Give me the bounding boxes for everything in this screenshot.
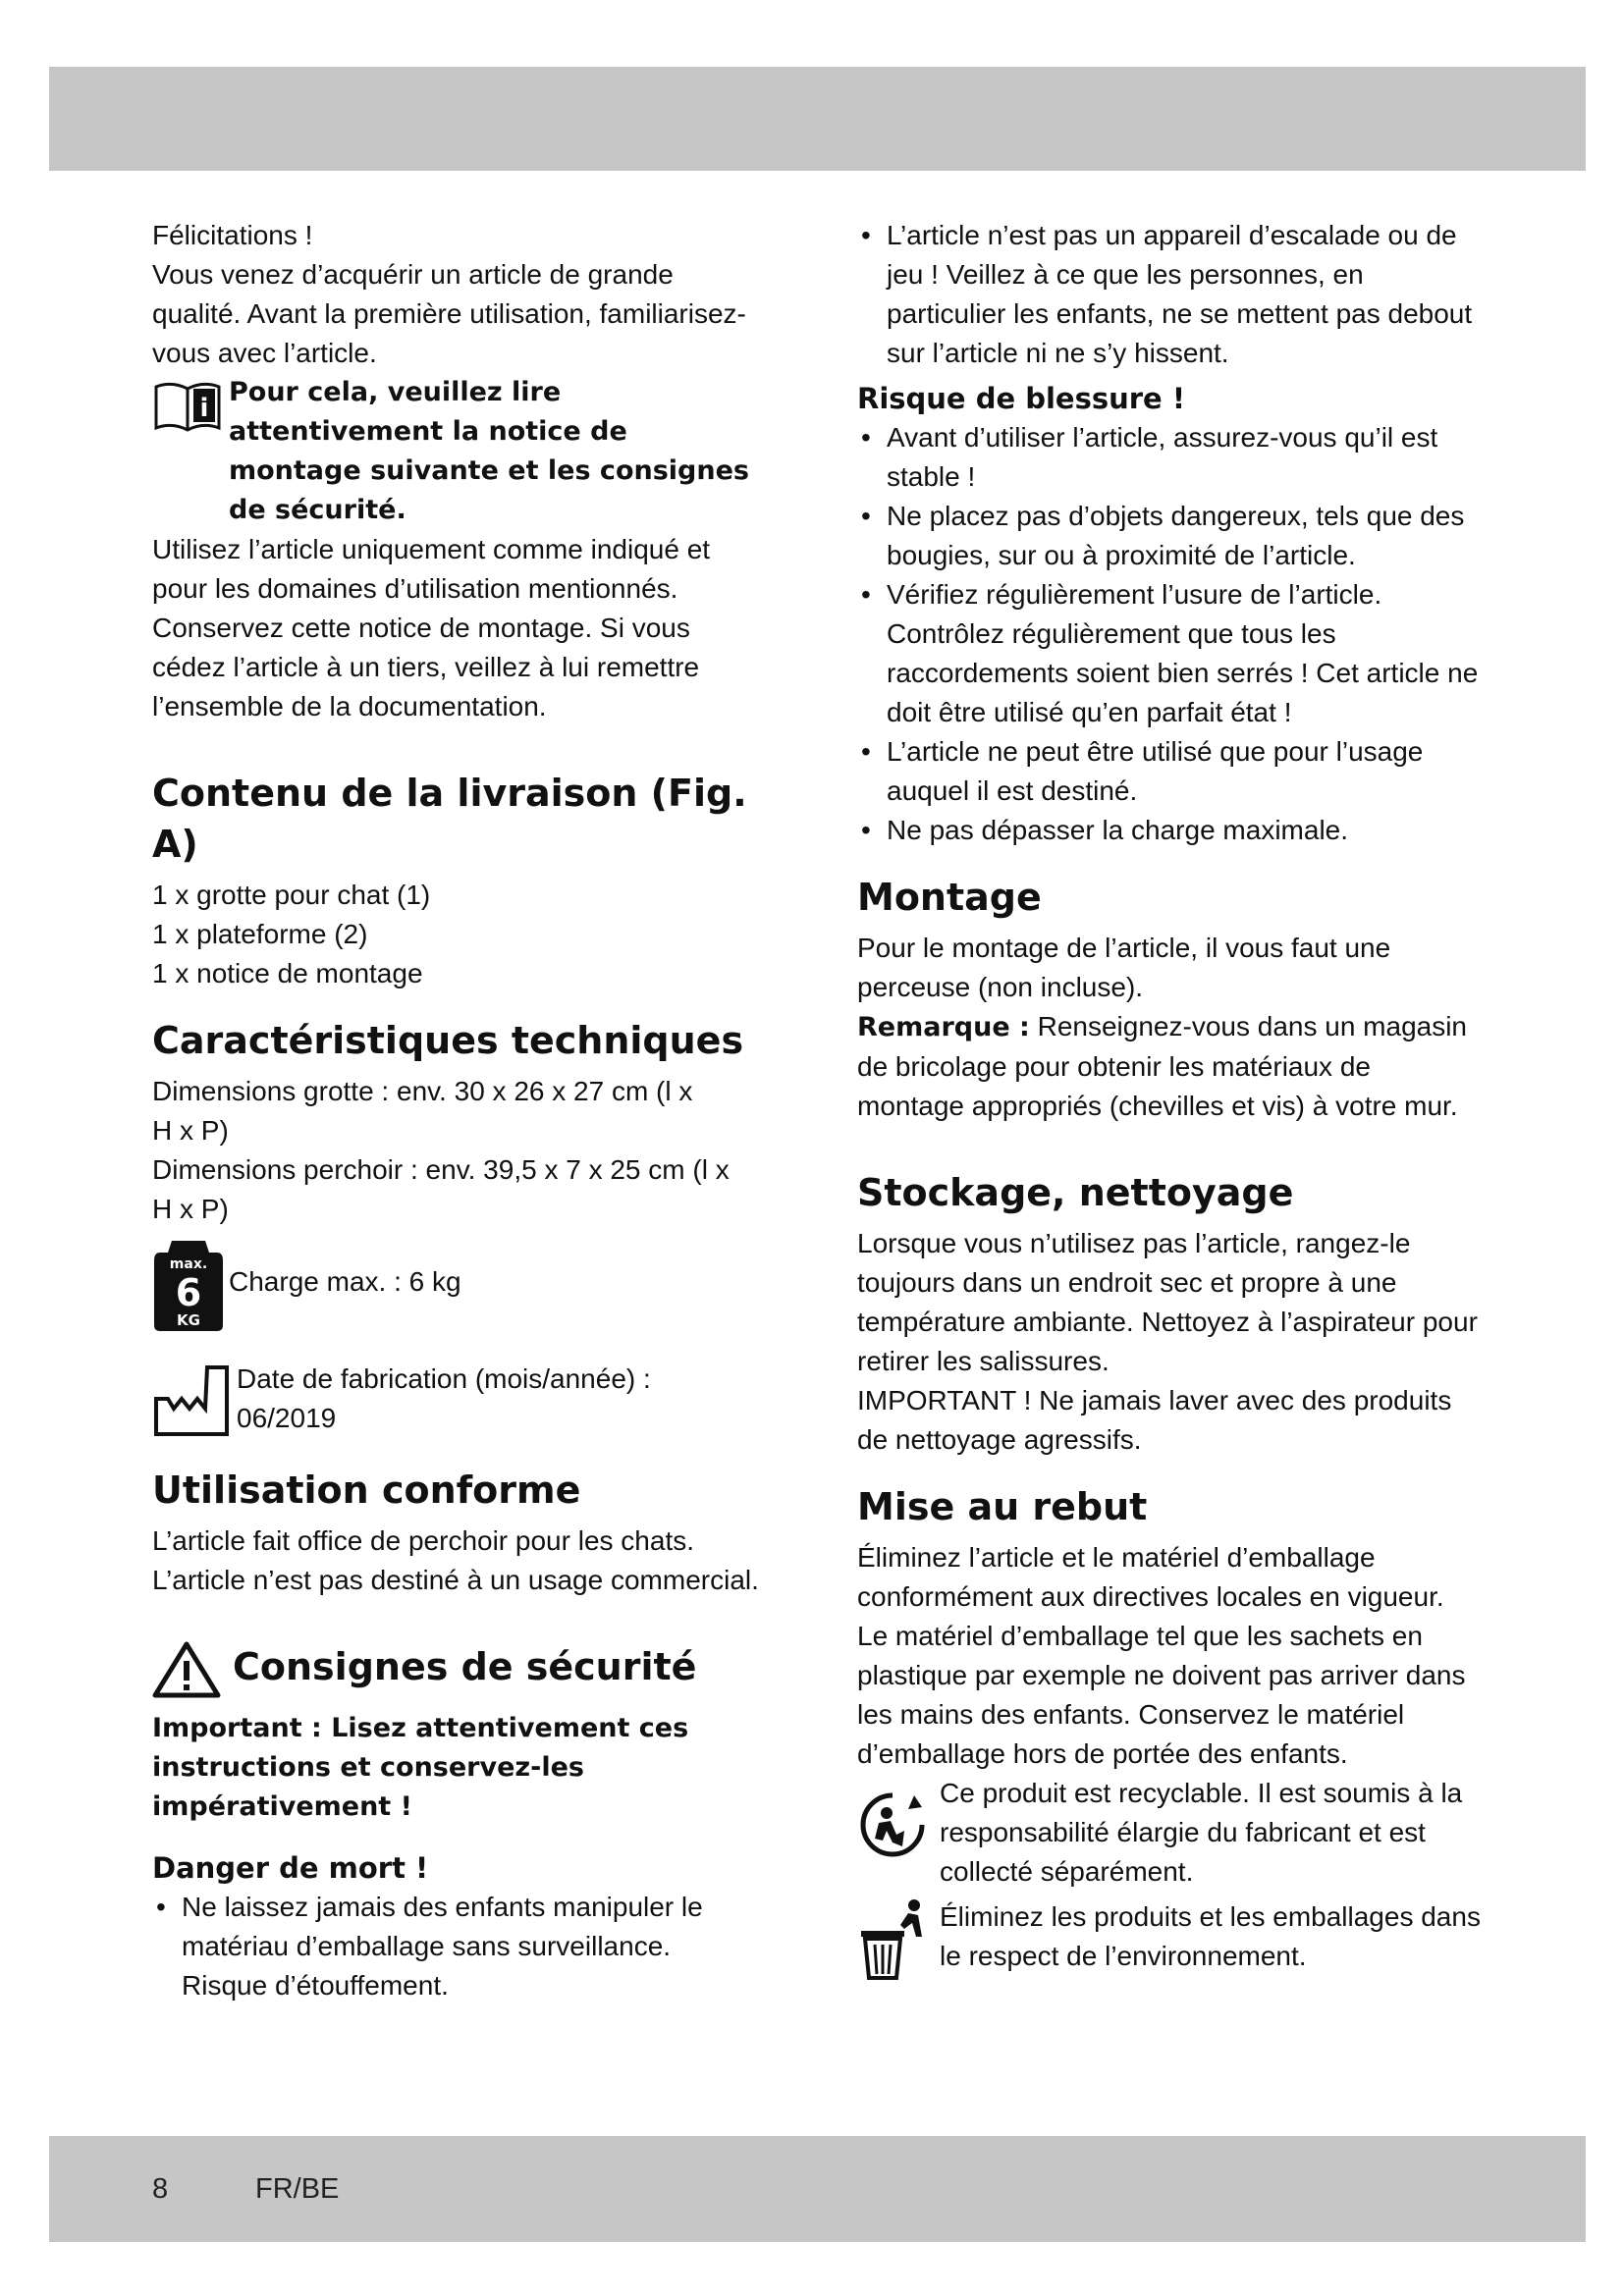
charge-text: Charge max. : 6 kg xyxy=(229,1266,461,1297)
injury-list xyxy=(857,418,1481,850)
svg-text:i: i xyxy=(199,394,209,423)
disposal-title: Mise au rebut xyxy=(857,1485,1148,1528)
greeting: Félicitations ! xyxy=(152,220,313,250)
list-item: • Ne laissez jamais des enfants manipuler le matériau d’emballage sans surveillance. Risque d’étouffement. xyxy=(152,1888,761,2005)
remark-text: Renseignez-vous dans un magasin de bricolage pour obtenir les matériaux de montage appropriés (chevilles et vis) à votre mur. xyxy=(857,1011,1467,1121)
footer-band xyxy=(49,2136,1586,2242)
list-item: • L’article n’est pas un appareil d’escalade ou de jeu ! Veillez à ce que les personnes, en particulier les enfants, ne se mettent pas debout sur l’article ni ne s’y hissent. xyxy=(857,216,1481,373)
intro-text: Vous venez d’acquérir un article de grande qualité. Avant la première utilisation, familiarisez-vous avec l’article. xyxy=(152,259,746,368)
bin-row xyxy=(857,1897,1481,1987)
danger-title: Danger de mort ! xyxy=(152,1851,429,1885)
charge-row xyxy=(152,1235,761,1338)
safety-title-row xyxy=(152,1641,761,1703)
recycle-row xyxy=(857,1774,1481,1892)
montage-remark xyxy=(857,1007,1481,1126)
recycle-icon xyxy=(857,1788,940,1875)
weight-icon-top: max. xyxy=(169,1256,208,1272)
safety-important: Important : Lisez attentivement ces instructions et conservez-les impérativement ! xyxy=(152,1713,689,1822)
usage-text: Utilisez l’article uniquement comme indiqué et pour les domaines d’utilisation mentionnés. Conservez cette notice de montage. Si vous cédez l’article à un tiers, veillez à lui remettre l’ensemble de la documentation. xyxy=(152,534,711,721)
safety-title: Consignes de sécurité xyxy=(233,1645,697,1688)
recycle-text: Ce produit est recyclable. Il est soumis à la responsabilité élargie du fabricant et est collecté séparément. xyxy=(940,1778,1463,1887)
dim-grotte: Dimensions grotte : env. 30 x 26 x 27 cm (l x H x P) xyxy=(152,1076,693,1146)
list-item: • Ne pas dépasser la charge maximale. xyxy=(857,811,1481,850)
header-band xyxy=(49,67,1586,171)
weight-icon-unit: KG xyxy=(177,1311,200,1329)
montage-text: Pour le montage de l’article, il vous faut une perceuse (non incluse). xyxy=(857,933,1391,1002)
date-text: Date de fabrication (mois/année) : 06/2019 xyxy=(237,1363,651,1433)
storage-title: Stockage, nettoyage xyxy=(857,1171,1294,1214)
date-row xyxy=(152,1360,761,1443)
list-item: 1 x grotte pour chat (1) xyxy=(152,880,431,910)
trash-bin-icon xyxy=(857,1897,940,1987)
storage-important: IMPORTANT ! Ne jamais laver avec des produits de nettoyage agressifs. xyxy=(857,1385,1452,1455)
contents-list xyxy=(152,876,761,993)
page-language: FR/BE xyxy=(255,2173,340,2205)
manual-info-icon xyxy=(152,377,229,439)
list-item: 1 x notice de montage xyxy=(152,958,423,988)
list-item: • L’article ne peut être utilisé que pour l’usage auquel il est destiné. xyxy=(857,732,1481,811)
conforme-title: Utilisation conforme xyxy=(152,1468,581,1512)
storage-text: Lorsque vous n’utilisez pas l’article, rangez-le toujours dans un endroit sec et propre à une température ambiante. Nettoyez à l’aspirateur pour retirer les salissures. xyxy=(857,1228,1478,1376)
weight-icon xyxy=(152,1235,229,1338)
page-number: 8 xyxy=(152,2173,169,2205)
injury-title: Risque de blessure ! xyxy=(857,382,1186,415)
weight-icon-value: 6 xyxy=(175,1271,202,1314)
list-item: • Ne placez pas d’objets dangereux, tels que des bougies, sur ou à proximité de l’article. xyxy=(857,497,1481,575)
bin-text: Éliminez les produits et les emballages dans le respect de l’environnement. xyxy=(940,1901,1481,1971)
climb-list xyxy=(857,216,1481,373)
contents-title: Contenu de la livraison (Fig. A) xyxy=(152,772,747,866)
notice-text: Pour cela, veuillez lire attentivement la notice de montage suivante et les consignes de sécurité. xyxy=(229,377,749,525)
list-item: • Vérifiez régulièrement l’usure de l’article. Contrôlez régulièrement que tous les raccordements soient bien serrés ! Cet article ne doit être utilisé qu’en parfait état ! xyxy=(857,575,1481,732)
list-item: 1 x plateforme (2) xyxy=(152,919,368,949)
notice-block xyxy=(152,373,761,530)
left-column xyxy=(152,216,761,2005)
conforme-text: L’article fait office de perchoir pour les chats. L’article n’est pas destiné à un usage commercial. xyxy=(152,1525,759,1595)
warning-icon xyxy=(152,1641,233,1703)
dim-perchoir: Dimensions perchoir : env. 39,5 x 7 x 25 cm (l x H x P) xyxy=(152,1154,730,1224)
right-column xyxy=(857,216,1481,1987)
manufacture-date-icon xyxy=(152,1360,237,1443)
disposal-text: Éliminez l’article et le matériel d’emballage conformément aux directives locales en vigueur. Le matériel d’emballage tel que les sachets en plastique par exemple ne doivent pas arriver dans les mains des enfants. Conservez le matériel d’emballage hors de portée des enfants. xyxy=(857,1542,1466,1769)
specs-title: Caractéristiques techniques xyxy=(152,1019,744,1062)
danger-list xyxy=(152,1888,761,2005)
list-item: • Avant d’utiliser l’article, assurez-vous qu’il est stable ! xyxy=(857,418,1481,497)
remark-label: Remarque : xyxy=(857,1012,1030,1042)
montage-title: Montage xyxy=(857,876,1042,919)
